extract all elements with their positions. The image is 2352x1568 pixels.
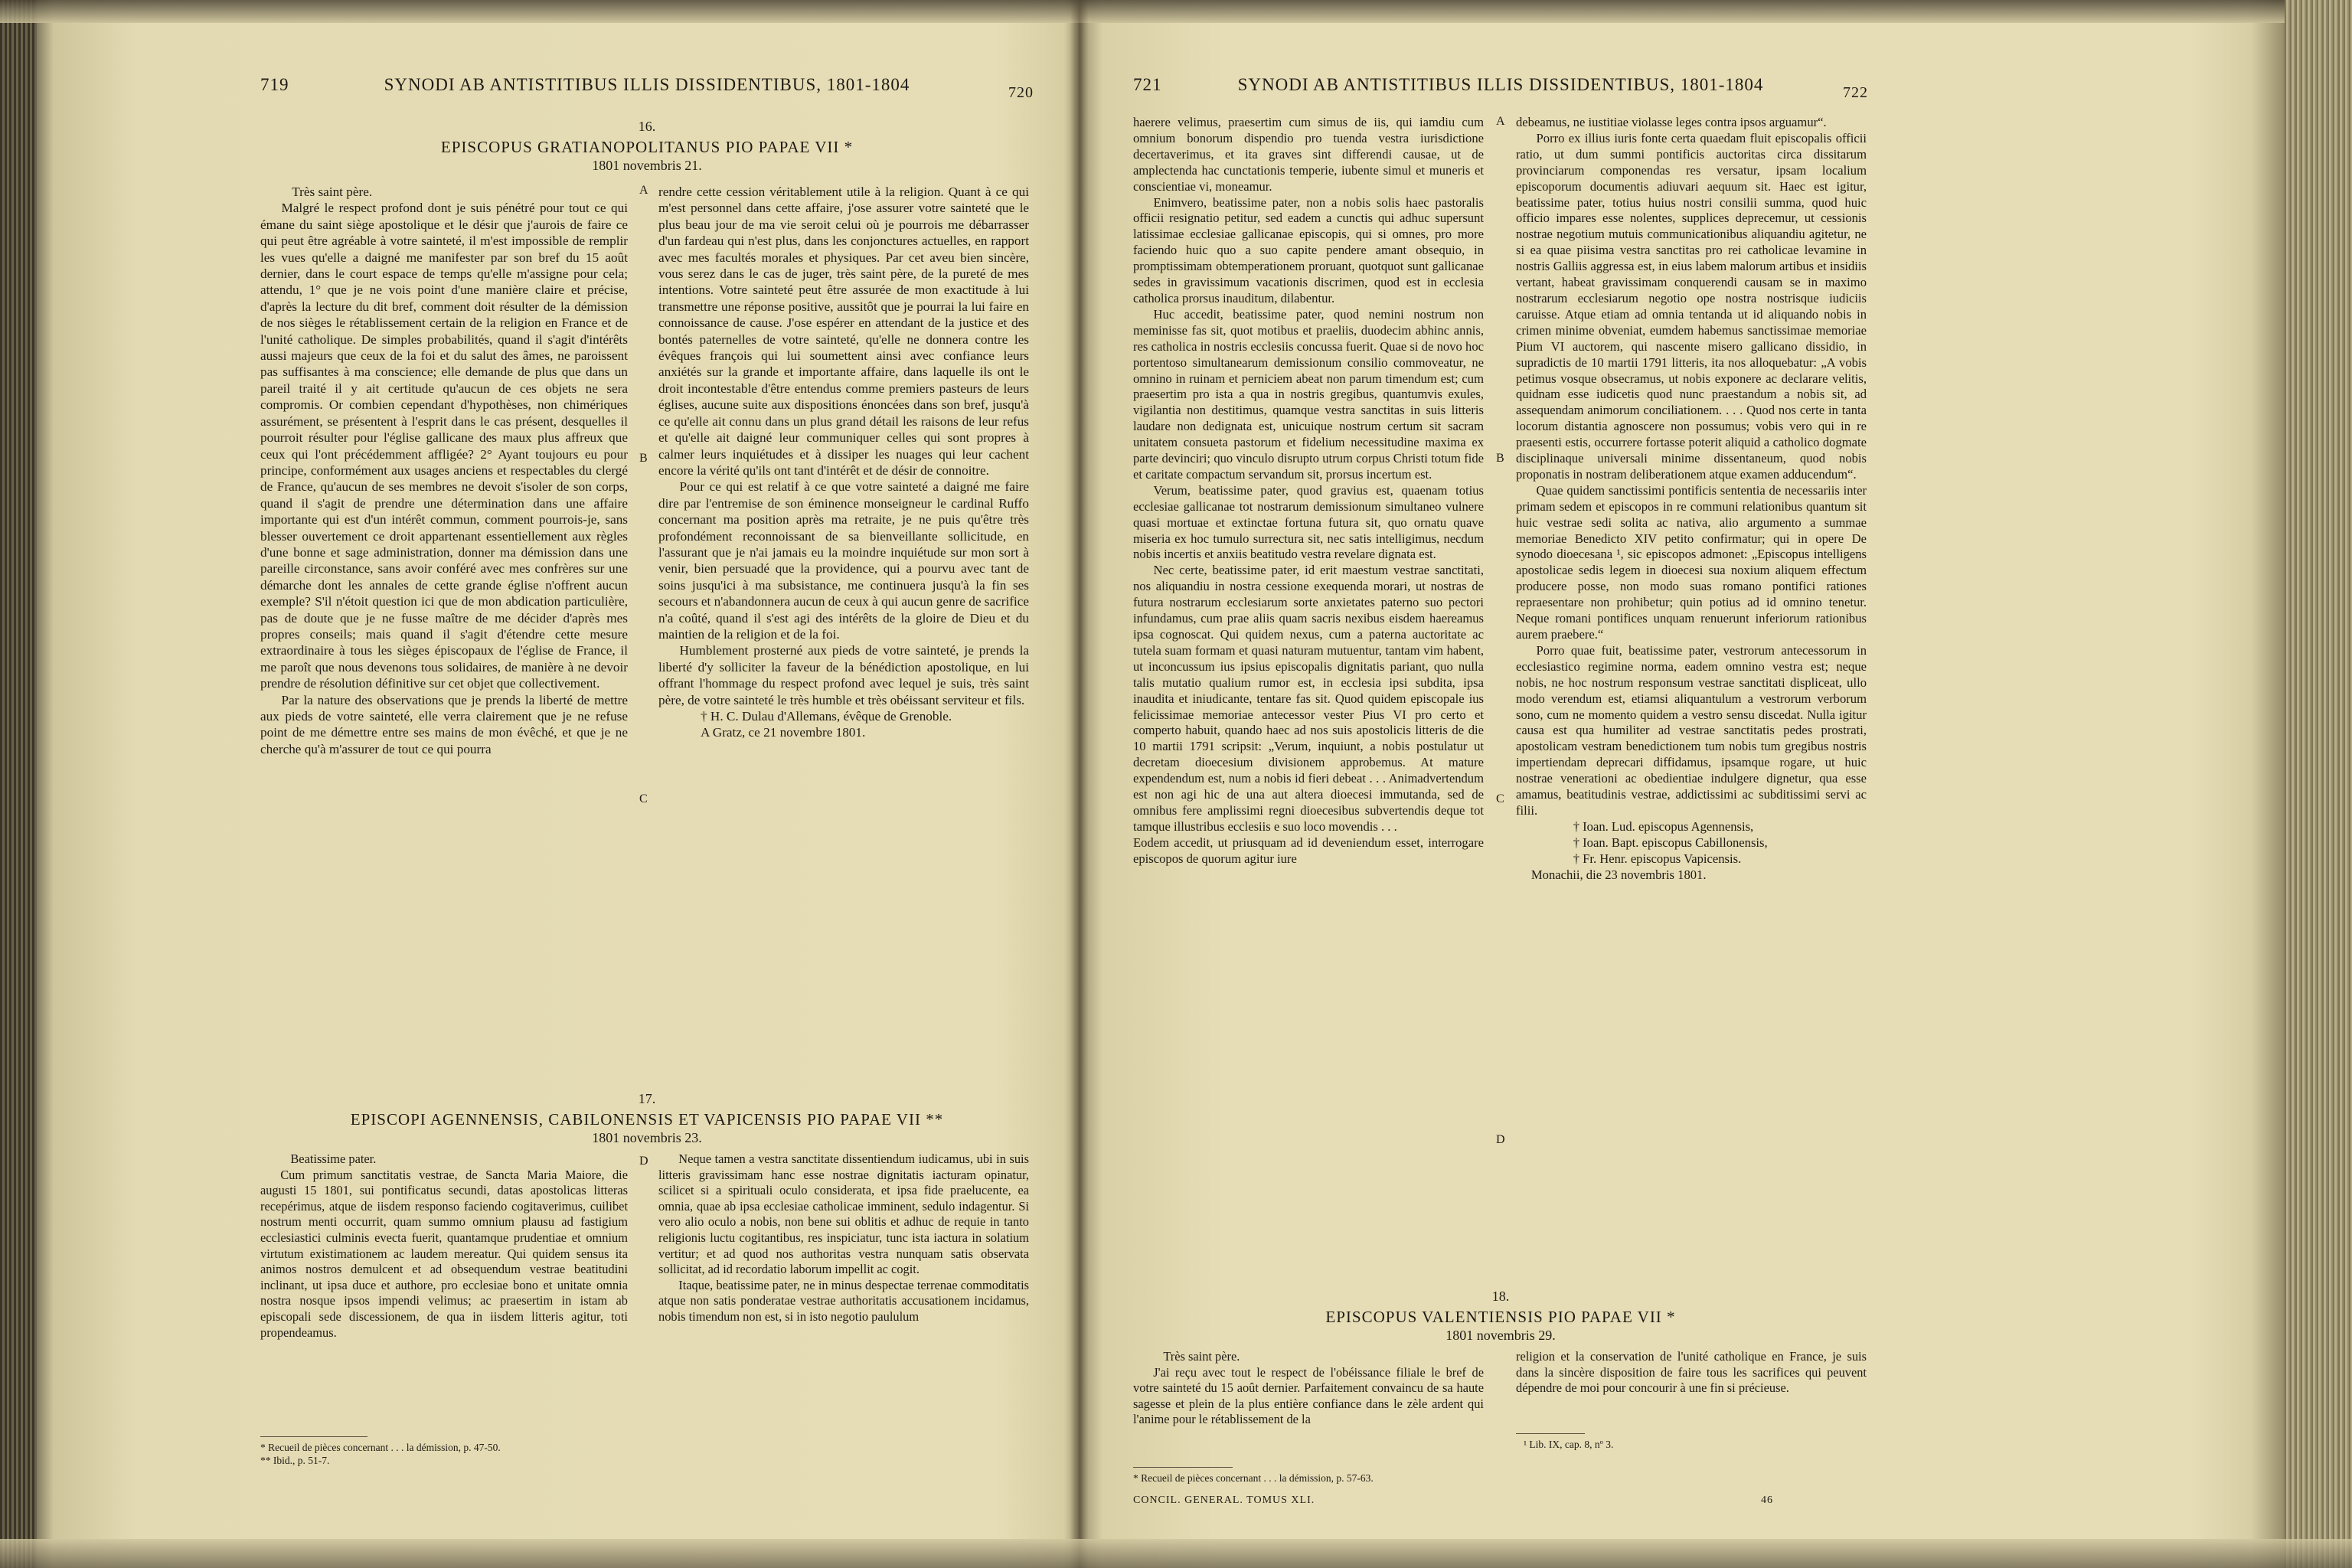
right-footnote-1: * Recueil de pièces concernant . . . la démission, p. 57-63.: [1133, 1472, 1374, 1484]
right-footnote-2: ¹ Lib. IX, cap. 8, nº 3.: [1524, 1439, 1614, 1450]
paragraph: Neque tamen a vestra sanctitate dissentiendum iudicamus, ubi in suis litteris gravissimam hanc esse nostrae dignitatis iacturam opinatur, scilicet si a spirituali oculo considerata, et ipsa fide praelucente, ea omnia, quae ab ipsa ecclesiae catholicae imminent, sedulo indagentur. Si vero alio oculo a nobis, non bene sui oblitis et adhuc de requie in tanto religionis luctu cogitantibus, res inspiciatur, tunc ista iactura in solatium vertitur; et ad quod nos authoritas vestra nunquam satis observata sollicitat, ad id recordatio laborum impellit ac cogit.: [658, 1152, 1029, 1277]
right-page-edges: [2285, 0, 2352, 1568]
paragraph: Enimvero, beatissime pater, non a nobis solis haec pastoralis officii resignatio petitur, sed eadem a cunctis qui adhuc supersunt latissimae ecclesiae gallicanae episcopis, qui si omnes, pro more faciendo huic quo a suo capite pendere amant obsequio, in promptissimam obtemperationem proruant, quotquot sunt gallicanae sedes in gravissimum vacationis discrimen, quod est in ecclesia catholica prorsus inauditum, dilabentur.: [1133, 194, 1484, 305]
left-running-header: [260, 75, 1034, 106]
paragraph: Huc accedit, beatissime pater, quod nemini nostrum non meminisse fas sit, quot motibus et praeliis, duodecim abhinc annis, res catholica in nostris ecclesiis concussa fuerit. Quae si de novo hoc portentoso simultanearum demissionum consilio commoveatur, ne omnino in ruinam et perniciem abeat non parum timendum est; cum praesertim pro ista a qua in nostris gregibus, quantumvis exules, vigilantia non destitimus, quamque vestra sanctitas in suis litteris laudare non dedignata est, unicuique nostrum certum sit sacram unitatem consueta pastorum et fidelium necessitudine maxima ex parte devinciri; quo vinculo disrupto utrum corpus Christi totum fide et caritate compactum servandum sit, prorsus incertum est.: [1133, 306, 1484, 482]
doc16-date: 1801 novembris 21.: [592, 158, 702, 173]
left-footnotes: [260, 1441, 628, 1467]
page-number-719: 719: [260, 75, 289, 94]
footnote-rule: [1516, 1433, 1585, 1434]
footnote-rule: [1133, 1467, 1233, 1468]
left-page-edges: [0, 0, 37, 1568]
paragraph: Porro ex illius iuris fonte certa quaedam fluit episcopalis officii ratio, ut dum summi pontificis auctoritas circa dissitarum provinciarum componendas res versatur, ipsam localium episcoporum documentis adiuvari aequum sit. Haec est igitur, beatissime pater, totius huius nostri consilii summa, quod huic officio impares esse nolentes, supplices deprecemur, ut cessionis nostrae negotium mutuis communicationibus aliquandiu agitetur, ne si ea quae piisima vestra sanctitas pro rei catholicae levamine in nostris Galliis aggressa est, in eius labem malorum artibus et insidiis vertant, habeat gravissimam conquerendi causam se in maximo nostrarum ecclesiarum negotio ope nostra nostrisque iudiciis caruisse. Atque etiam ad omnia tentanda ut id aliquando nobis in crimen minime obveniat, eumdem habemus sanctissimae memoriae Pium VI auctorem, qui nascente misero gallicano dissidio, in supradictis de 10 martii 1791 litteris, ita nos alloquebatur: „A vobis petimus vosque obsecramus, ut nobis exponere ac declarare velitis, quidnam esse iudicetis quod nunc praestandum a nobis sit, ad assequendam animorum conciliationem. . . . Quod nos certe in tanta locorum distantia agnoscere non possumus; vobis vero qui in re praesenti estis, occurrere fortasse poterit aliquid a catholico dogmate disciplinaque universali minime dissentaneum, quod nobis proponatis in nostram deliberationem atque examen adducendum“.: [1516, 130, 1867, 482]
signature: † H. C. Dulau d'Allemans, évêque de Grenoble.: [701, 709, 952, 724]
doc18-column-2: [1516, 1349, 1867, 1396]
page-number-722: 722: [1843, 84, 1868, 101]
signature: † Fr. Henr. episcopus Vapicensis.: [1573, 851, 1742, 866]
paragraph: J'ai reçu avec tout le respect de l'obéissance filiale le bref de votre sainteté du 15 août dernier. Parfaitement convaincu de sa haute sagesse et plein de la plus entière confiance dans le zèle ardent qui l'anime pour le rétablissement de la: [1133, 1364, 1484, 1427]
margin-marker-c: C: [639, 792, 648, 805]
doc17-column-2: [658, 1152, 1029, 1325]
place-date: Monachii, die 23 novembris 1801.: [1530, 867, 1707, 882]
doc17-number: 17.: [638, 1091, 656, 1106]
right-page: [1133, 0, 1868, 1568]
doc18-title: EPISCOPUS VALENTIENSIS PIO PAPAE VII *: [1325, 1308, 1676, 1326]
right-column-1: [1133, 115, 1484, 867]
paragraph: Cum primum sanctitatis vestrae, de Sancta Maria Maiore, die augusti 15 1801, sui pontificatus secundi, datas apostolicas litteras recepérimus, atque de iisdem responso faciendo cogitaverimus, cuilibet nostrum menti occurrit, quam summo omnium plausu ad fastigium ecclesiastici culminis evecta fuerit, quantamque prudentiae et omnium virtutum existimationem ac laudem mereatur. Qui quidem sensus ita animos nostros demulcent et ad obsequendum vestrae beatitudini inclinant, ut ipsa duce et authore, pro ecclesiae bono et unitate omnia nostra nosque ipsos impendi velimus; ac praesertim in istam ab episcopali sede discessionem, de qua in iisdem litteris agitur, toti propendeamus.: [260, 1167, 628, 1340]
paragraph: rendre cette cession véritablement utile à la religion. Quant à ce qui m'est personnel dans cette affaire, j'ose assurer votre sainteté que le plus beau jour de ma vie seroit celui où je pourrois me débarrasser d'un fardeau qui n'est plus, dans les conjonctures actuelles, en rapport avec mes facultés morales et physiques. Par cet aveu bien sincère, vous serez dans le cas de juger, très saint père, de la pureté de mes intentions. Votre sainteté peut être assurée de mon exactitude à lui transmettre une réponse positive, aussitôt que je pourrai la lui faire en connoissance de cause. J'ose espérer en attendant de la justice et des bontés paternelles de votre sainteté, qu'elle ne donnera contre les évêques françois qui lui soumettent ainsi avec confiance leurs anxiétés sur la grande et importante affaire, dans laquelle ils ont le droit incontestable d'être entendus comme premiers pasteurs de leurs églises, aucune suite aux dispositions énoncées dans son bref, jusqu'à ce qu'elle ait connu dans un plus grand détail les raisons de leur refus et qu'elle ait daigné leur communiquer celles qui sont propres à calmer leurs inquiétudes et à dissiper les nuages qui leur cachent encore la vérité qu'ils ont tant d'intérêt et de désir de connoitre.: [658, 185, 1029, 478]
doc18-number: 18.: [1491, 1289, 1510, 1304]
signature: † Ioan. Bapt. episcopus Cabillonensis,: [1573, 835, 1768, 850]
left-page: [260, 0, 1034, 1568]
place-date: A Gratz, ce 21 novembre 1801.: [701, 725, 866, 740]
margin-marker-a: A: [639, 184, 648, 197]
margin-marker-c: C: [1496, 792, 1504, 805]
paragraph: Humblement prosterné aux pieds de votre sainteté, je prends la liberté d'y solliciter la faveur de la bénédiction apostolique, en lui offrant l'hommage du respect profond avec lequel je suis, très saint père, de votre sainteté le très humble et très obéissant serviteur et fils.: [658, 643, 1029, 707]
margin-marker-d: D: [1496, 1133, 1505, 1146]
running-title: SYNODI AB ANTISTITIBUS ILLIS DISSIDENTIBUS, 1801-1804: [1237, 75, 1764, 94]
paragraph: religion et la conservation de l'unité catholique en France, je suis dans la sincère disposition de faire tous les sacrifices qui peuvent dépendre de moi pour concourir à une fin si précieuse.: [1516, 1349, 1867, 1396]
doc17-title: EPISCOPI AGENNENSIS, CABILONENSIS ET VAPICENSIS PIO PAPAE VII **: [350, 1110, 944, 1129]
paragraph: Quae quidem sanctissimi pontificis sententia de necessariis inter primam sedem et episcopos in re communi relationibus quantum sit huic vestrae sedi solita ac nativa, alio argumento a summae memoriae Benedicto XIV petito confirmatur; qui in opere De synodo dioecesana ¹, sic episcopos admonet: „Episcopus intelligens apostolicae sedis legem in dioecesi sua noxium aliquem effectum producere posse, non modo suas romano pontifici rationes repraesentare non prohibetur; quin potius ad id omnino tenetur. Neque romani pontifices unquam renuerunt inferiorum rationibus aurem praebere.“: [1516, 482, 1867, 642]
paragraph: Porro quae fuit, beatissime pater, vestrorum antecessorum in ecclesiastico regimine norma, eadem omnino vestra est; neque nobis, ne hoc nostrum responsum vestrae sanctitati displiceat, ullo modo verendum est, etiamsi aliquantulum a vestrorum verborum sono, cum ne momento quidem a vestro sensu discedat. Nulla igitur causa est qua humiliter ad vestrae sanctitatis pedes prostrati, apostolicam vestram benedictionem tum nobis tum gregibus nostris impertiendam deprecari diffidamus, ipsamque rogare, ut huic nostrae venerationi ac obedientiae indulgere dignetur, qua esse amamus, beatitudinis vestrae, addictissimi ac subditissimi servi ac filii.: [1516, 642, 1867, 818]
doc16-column-1: [260, 184, 628, 757]
doc16-column-2: [658, 184, 1029, 741]
right-column-2: [1516, 115, 1867, 884]
salutation: Très saint père.: [292, 185, 373, 199]
signature: † Ioan. Lud. episcopus Agennensis,: [1573, 818, 1754, 834]
footnote-rule: [260, 1436, 368, 1437]
signature-mark: 46: [1761, 1494, 1773, 1506]
paragraph: Malgré le respect profond dont je suis pénétré pour tout ce qui émane du saint siège apostolique et le désir que j'aurois de faire ce qui peut être agréable à votre sainteté, il m'est impossible de remplir les vues qu'elle a daigné me manifester par son bref du 15 août dernier, dans le court espace de temps qu'elle m'assigne pour cela; attendu, 1° que je ne vois point d'une manière claire et précise, d'après la lecture du dit bref, comment doit résulter de la démission de nos sièges le rétablissement certain de la religion en France et de l'unité catholique. De simples probabilités, quand il s'agit d'intérêts aussi majeurs que ceux de la foi et du salut des âmes, ne paroissent pas suffisantes à ma conscience; elle demande de plus que dans un pareil traité il y ait certitude qu'aucun de ces objets ne sera compromis. Or combien cependant d'hypothèses, non chimériques assurément, se présentent à l'esprit dans le cas présent, desquelles il pourroit résulter pour l'église gallicane des maux plus affreux que ceux qui l'ont précédemment affligée? 2° Ayant toujours eu pour principe, conformément aux usages anciens et respectables du clergé de France, qu'aucun de ses membres ne devoit s'isoler de son corps, quand il s'agit de prendre une détermination dans une affaire importante qui est d'un intérêt commun, comment pourrois-je, sans blesser ouvertement ce droit appartenant essentiellement aux règles d'une bonne et sage administration, donner ma démission dans une pareille circonstance, sans avoir conféré avec mes confrères sur une démarche dont les annales de cette grande église n'offrent aucun exemple? S'il n'étoit question ici que de mon abdication particulière, pas de doute que je ne fusse maître de me décider d'après mes propres conseils; mais quand il s'agit d'étendre cette mesure extraordinaire à tous les sièges épiscopaux de l'église de France, il me paroît que nous devenons tous solidaires, de manière à ne devoir prendre de résolution définitive sur cet objet que collectivement.: [260, 201, 628, 691]
book-spine: [1070, 0, 1089, 1568]
running-title: SYNODI AB ANTISTITIBUS ILLIS DISSIDENTIBUS, 1801-1804: [384, 75, 910, 94]
salutation: Beatissime pater.: [290, 1152, 377, 1166]
paragraph: Itaque, beatissime pater, ne in minus despectae terrenae commoditatis atque non satis ponderatae vestrae authoritatis accusationem incidamus, nobis timendum non est, si in isto negotio paululum: [658, 1277, 1029, 1324]
salutation: Très saint père.: [1163, 1349, 1240, 1364]
footnote: ** Ibid., p. 51-7.: [260, 1455, 330, 1466]
footnote: * Recueil de pièces concernant . . . la démission, p. 47-50.: [260, 1442, 501, 1453]
doc16-number: 16.: [638, 119, 656, 134]
right-running-header: [1133, 75, 1868, 106]
paragraph: Pour ce qui est relatif à ce que votre sainteté a daigné me faire dire par l'entremise de son éminence monseigneur le cardinal Ruffo concernant ma position après ma retraite, je ne puis qu'être très profondément reconnoissant de sa bienveillante sollicitude, en l'assurant que je n'ai jamais eu la moindre inquiétude sur mon sort à venir, bien persuadé que la providence, qui a pourvu avec tant de soins jusqu'ici à ma subsistance, me continuera jusqu'à la fin ses secours et n'abandonnera aucun de ceux à qui aucun genre de sacrifice n'a coûté, quand il s'est agi des intérêts de la gloire de Dieu et du maintien de la religion et de la foi.: [658, 479, 1029, 642]
paragraph: Verum, beatissime pater, quod gravius est, quaenam totius ecclesiae gallicanae tot nostrarum demissionum simultaneo vulnere quasi mortuae et extinctae fortuna futura sit, quo ornatu quave miseria ex hoc tumulo surrectura sit, nec satis intelligimus, necdum nobis incertis et anxiis beatitudo vestra revelare dignata est.: [1133, 482, 1484, 562]
paragraph: Nec certe, beatissime pater, id erit maestum vestrae sanctitati, nos aliquandiu in nostra cessione exequenda morari, ut nostras de futura nostrarum ecclesiarum sorte anxietates paterno suo pectori infundamus, cum prae aliis quam sacris nexibus eisdem haereamus ipsa cognoscat. Qui quidem nexus, cum a paterna auctoritate ac tutela suam formam et quasi naturam mutuentur, tantam vim habent, ut inconcussum ius ipsius episcopalis dignitatis pariant, quo nulla talis mutatio qualium rumor est, in ecclesia ipsi subdita, ipsa inaudita et iniudicante, tentare fas sit. Quod quidem episcopale ius felicissimae memoriae antecessor vester Pius VI pro certo et comperto habuit, quando haec ad nos suis apostolicis litteris de die 10 martii 1791 scripsit: „Verum, inquiunt, a nobis postulatur ut decretam dioecesium divisionem approbemus. At mature expendendum est, num a nobis id fieri debeat . . . Animadvertendum est non agi hic de una aut altera dioecesi immutanda, sed de omnibus fere amplissimi regni dioecesibus subvertendis deque tot tamque illustribus ecclesiis e suo loco movendis . . .: [1133, 563, 1484, 834]
doc18-column-1: [1133, 1349, 1484, 1428]
paragraph: haerere velimus, praesertim cum simus de iis, qui iamdiu cum omnium bonorum dispendio pro tuenda vestra iurisdictione decertaverimus, et ita graves sint differendi causae, ut de amplectenda hac cunctationis temperie, iubente simul et muneris et conscientiae vi, moneamur.: [1133, 115, 1484, 194]
paragraph: Par la nature des observations que je prends la liberté de mettre aux pieds de votre sainteté, elle verra clairement que je ne refuse point de me démettre entre ses mains de mon évêché, et que je ne cherche qu'à m'assurer de tout ce qui pourra: [260, 692, 628, 756]
paragraph: Eodem accedit, ut priusquam ad id deveniendum esset, interrogare episcopos de quorum agitur iure: [1133, 835, 1484, 866]
margin-marker-d: D: [639, 1155, 648, 1168]
doc18-date: 1801 novembris 29.: [1446, 1328, 1556, 1343]
paragraph: debeamus, ne iustitiae violasse leges contra ipsos arguamur“.: [1516, 115, 1827, 129]
page-number-720: 720: [1008, 84, 1034, 101]
margin-marker-a: A: [1496, 115, 1505, 128]
volume-footer: CONCIL. GENERAL. TOMUS XLI.: [1133, 1494, 1315, 1506]
margin-marker-b: B: [639, 452, 648, 465]
doc17-date: 1801 novembris 23.: [592, 1130, 702, 1145]
doc17-column-1: [260, 1152, 628, 1341]
margin-marker-b: B: [1496, 452, 1504, 465]
doc16-title: EPISCOPUS GRATIANOPOLITANUS PIO PAPAE VII *: [440, 138, 854, 156]
page-number-721: 721: [1133, 75, 1162, 94]
